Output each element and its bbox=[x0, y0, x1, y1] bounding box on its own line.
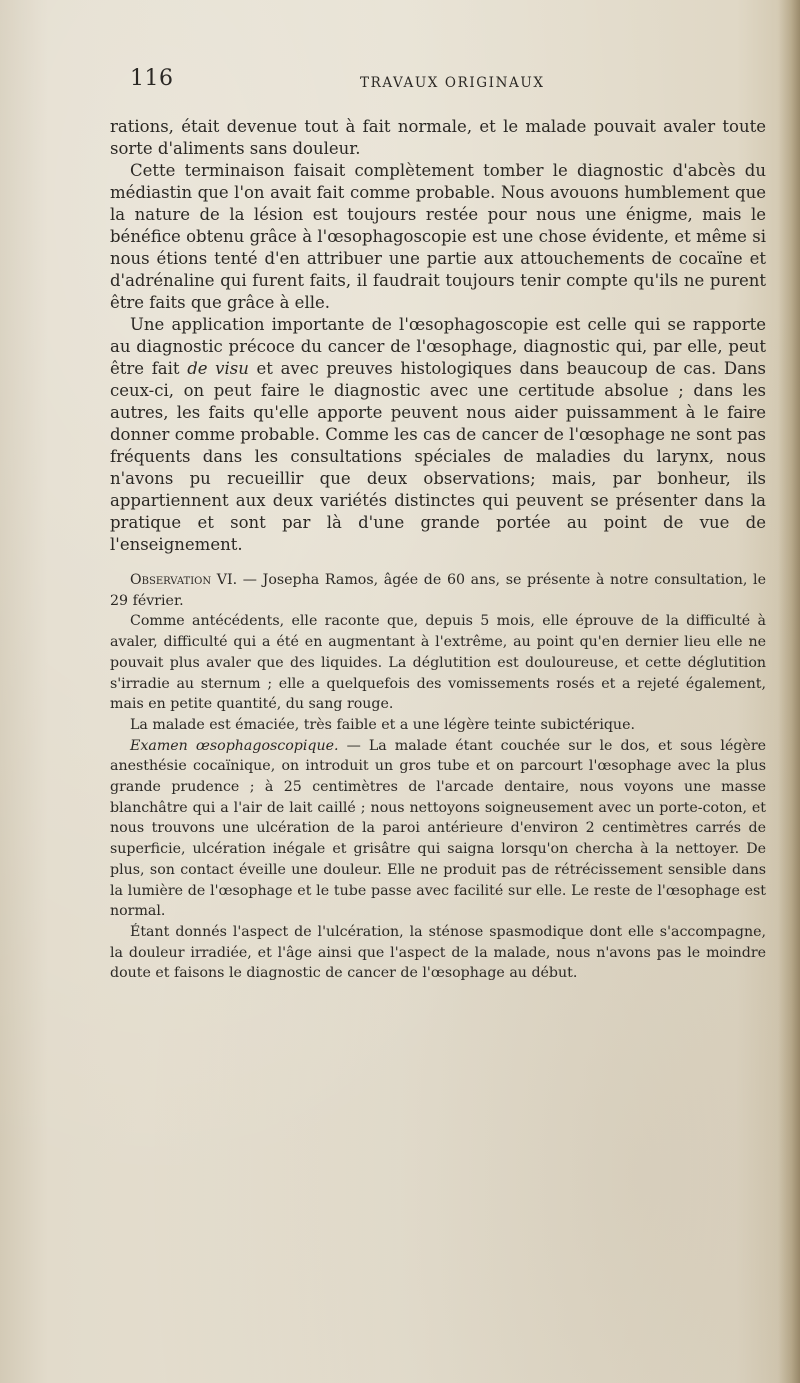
observation-section bbox=[110, 570, 766, 984]
page-body bbox=[110, 116, 766, 984]
paragraph-application-end: et avec preuves histologiques dans beaucoup de cas. Dans ceux-ci, on peut faire le diagnostic avec une certitude absolue ; dans les autres, les faits qu'elle apporte peuvent nous aider puissamment à le faire donner comme probable. Comme les cas de cancer de l'œsophage ne sont pas fréquents dans les consultations spéciales de maladies du larynx, nous n'avons pu recueillir que deux observations; mais, par bonheur, ils appartiennent aux deux variétés distinctes qui peuvent se présenter dans la pratique et sont par là d'une grande portée au point de vue de l'enseignement. bbox=[110, 359, 766, 554]
paragraph-continuation: rations, était devenue tout à fait normale, et le malade pouvait avaler toute sorte d'aliments sans douleur. bbox=[110, 117, 766, 158]
page-number: 116 bbox=[130, 66, 174, 91]
page-edge-shadow bbox=[778, 0, 800, 1383]
paragraph-application bbox=[110, 314, 766, 556]
observation-heading-paragraph bbox=[110, 570, 766, 611]
observation-examen bbox=[110, 736, 766, 922]
running-head: TRAVAUX ORIGINAUX bbox=[360, 75, 545, 91]
observation-diagnostic: Étant donnés l'aspect de l'ulcération, la sténose spasmodique dont elle s'accompagne, la douleur irradiée, et l'âge ainsi que l'aspect de la malade, nous n'avons pas le moindre doute et faisons le diagnostic de cancer de l'œsophage au début. bbox=[110, 923, 766, 982]
examen-text: — La malade étant couchée sur le dos, et sous légère anesthésie cocaïnique, on introduit un gros tube et on parcourt l'œsophage avec la plus grande prudence ; à 25 centimètres de l'arcade dentaire, nous voyons une masse blanchâtre qui a l'air de lait caillé ; nous nettoyons soigneusement avec un porte-coton, et nous trouvons une ulcération de la paroi antérieure d'environ 2 centimètres carrés de superficie, ulcération inégale et grisâtre qui saigna lorsqu'on chercha à la nettoyer. De plus, son contact éveille une douleur. Elle ne produit pas de rétrécissement sensible dans la lumière de l'œsophage et le tube passe avec facilité sur elle. Le reste de l'œsophage est normal. bbox=[110, 737, 766, 920]
italic-de-visu: de visu bbox=[187, 359, 249, 378]
page-header bbox=[130, 66, 766, 102]
examen-title: Examen œsophagoscopique. bbox=[130, 737, 339, 754]
observation-antecedents: Comme antécédents, elle raconte que, depuis 5 mois, elle éprouve de la difficulté à avaler, difficulté qui a été en augmentant à l'extrême, au point qu'en dernier lieu elle ne pouvait plus avaler que des liquides. La déglutition est douloureuse, et cette déglutition s'irradie au sternum ; elle a quelquefois des vomissements rosés et a rejeté également, mais en petite quantité, du sang rouge. bbox=[110, 613, 766, 713]
observation-state: La malade est émaciée, très faible et a une légère teinte subictérique. bbox=[130, 716, 635, 733]
paragraph-application-start: Une application importante de l'œsophagoscopie est celle qui se rapporte au diagnostic précoce du cancer de l'œsophage, diagnostic qui, par elle, peut être fait bbox=[110, 315, 766, 378]
paragraph-terminaison: Cette terminaison faisait complètement tomber le diagnostic d'abcès du médiastin que l'on avait fait comme probable. Nous avouons humblement que la nature de la lésion est toujours restée pour nous une énigme, mais le bénéfice obtenu grâce à l'œsophagoscopie est une chose évidente, et même si nous étions tenté d'en attribuer une partie aux attouchements de cocaïne et d'adrénaline qui furent faits, il faudrait toujours tenir compte qu'ils ne purent être faits que grâce à elle. bbox=[110, 161, 766, 312]
main-text bbox=[110, 116, 766, 556]
observation-label: Observation VI. bbox=[130, 572, 238, 588]
observation-intro: — Josepha Ramos, âgée de 60 ans, se présente à notre consultation, le 29 février. bbox=[110, 572, 766, 609]
